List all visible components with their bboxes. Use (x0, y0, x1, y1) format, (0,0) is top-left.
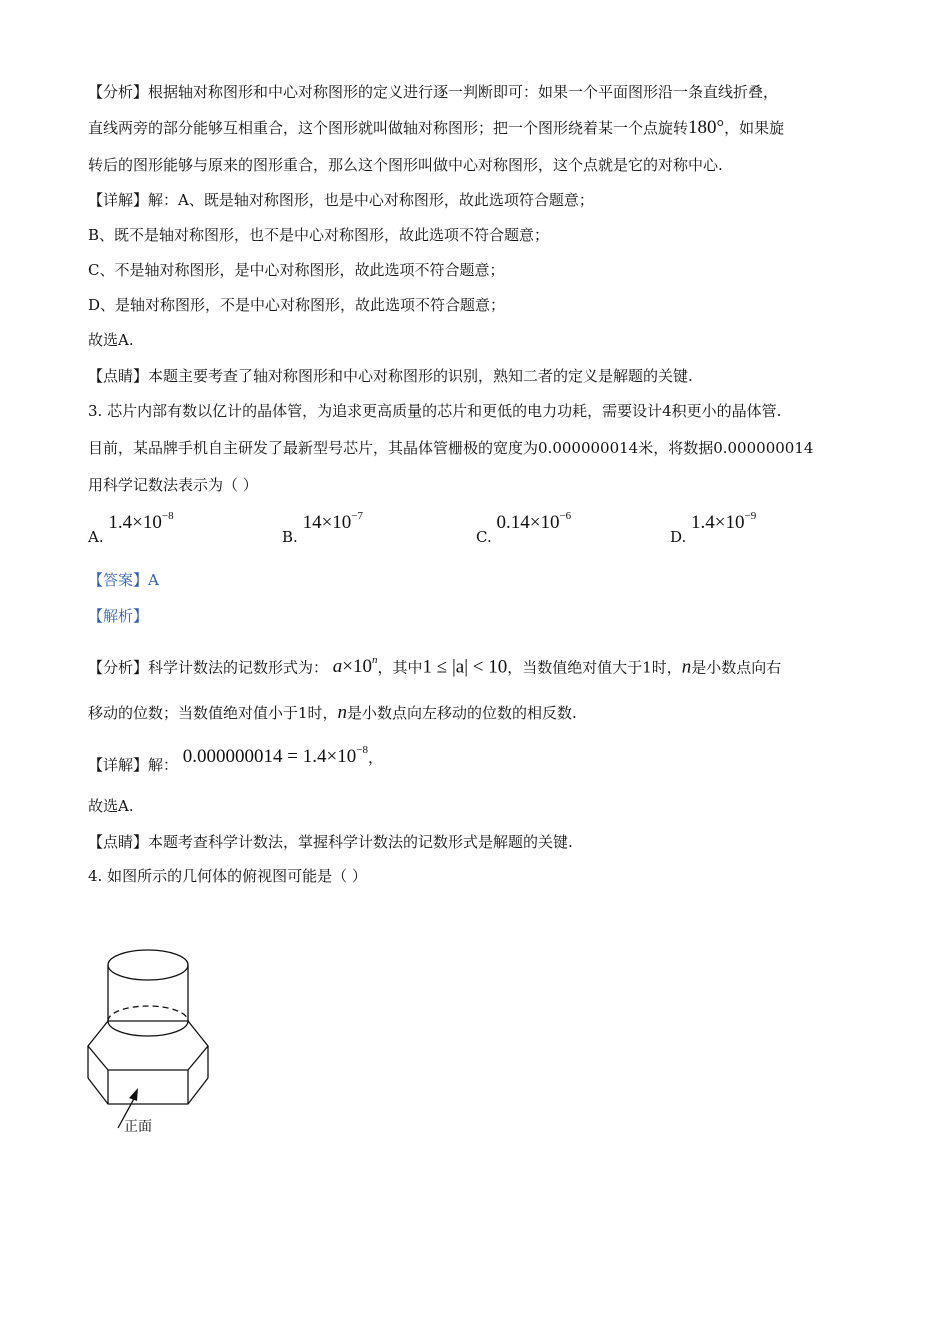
q3-analysis-line-1 (88, 652, 781, 677)
option-letter: C. (476, 528, 492, 547)
q3-stem-2: 目前，某品牌手机自主研发了最新型号芯片，其晶体管栅极的宽度为0.000000014米，将数据0.000000014 (88, 439, 814, 457)
q2-detail-d: D、是轴对称图形，不是中心对称图形，故此选项不符合题意； (88, 296, 506, 314)
hexagon-bottom-edge (88, 1078, 208, 1104)
var-n: n (337, 702, 348, 723)
q3-analysis-after: ，当数值绝对值大于1时， (507, 658, 682, 677)
q2-detail-b: B、既不是轴对称图形，也不是中心对称图形，故此选项不符合题意； (88, 226, 550, 244)
q3-detail-label: 【详解】解： (88, 756, 179, 775)
q3-detail: 【详解】解： $0.000000014 = 1.4\times 10^{-8}$， (88, 744, 383, 775)
q2-comment: 【点睛】本题主要考查了轴对称图形和中心对称图形的识别，熟知二者的定义是解题的关键. (88, 367, 693, 385)
q4-stem: 4. 如图所示的几何体的俯视图可能是（ ） (88, 867, 367, 885)
q3-analysis-mid: ，其中 (377, 658, 423, 677)
geometry-figure (80, 932, 230, 1142)
detail-equation: $0.000000014 = 1.4\times 10^{-8}$ (182, 744, 368, 768)
q2-analysis-line-3: 转后的图形能够与原来的图形重合，那么这个图形叫做中心对称图形，这个点就是它的对称中心. (88, 156, 723, 174)
hexagon-top-face (88, 1021, 208, 1070)
front-arrow-icon (129, 1088, 138, 1101)
front-view-label: 正面 (124, 1119, 152, 1135)
q3-choose: 故选A. (88, 797, 134, 815)
q2-analysis-text: 直线两旁的部分能够互相重合，这个图形就叫做轴对称图形；把一个图形绕着某一个点旋转 (88, 119, 689, 137)
option-letter: B. (282, 528, 298, 547)
sci-notation-form: $a\times 10^n$ (332, 654, 378, 678)
q3-analysis-end: 是小数点向右 (691, 658, 782, 677)
option-c (476, 510, 572, 547)
q3-jiexi: 【解析】 (88, 607, 149, 625)
option-letter: D. (670, 528, 687, 547)
cylinder-hidden-arc (108, 1006, 188, 1021)
q2-analysis-text-end: ，如果旋 (724, 119, 785, 137)
q3-stem-3: 用科学记数法表示为（ ） (88, 476, 258, 494)
q3-comment: 【点睛】本题考查科学计数法，掌握科学计数法的记数形式是解题的关键. (88, 833, 573, 851)
abs-condition: 1 ≤ |a| < 10 (422, 656, 508, 678)
q2-analysis-line-2 (88, 118, 784, 138)
cylinder-base-arc (108, 1021, 188, 1036)
option-value: $1.4\times 10^{-9}$ (691, 510, 757, 534)
option-a (88, 510, 174, 547)
q3-analysis-label: 【分析】科学计数法的记数形式为： (88, 658, 329, 677)
q2-choose: 故选A. (88, 331, 134, 349)
angle-180: 180° (688, 117, 725, 138)
q2-detail-c: C、不是轴对称图形，是中心对称图形，故此选项不符合题意； (88, 261, 505, 279)
option-letter: A. (88, 528, 104, 547)
cylinder-top-ellipse (108, 950, 188, 980)
q2-detail-a: 【详解】解：A、既是轴对称图形，也是中心对称图形，故此选项符合题意； (88, 191, 594, 209)
q2-analysis-line-1: 【分析】根据轴对称图形和中心对称图形的定义进行逐一判断即可：如果一个平面图形沿一条直线折叠， (88, 83, 779, 101)
option-b (282, 510, 364, 547)
option-value: $0.14\times 10^{-6}$ (496, 510, 572, 534)
q3-stem-1: 3. 芯片内部有数以亿计的晶体管，为追求更高质量的芯片和更低的电力功耗，需要设计4积更小的晶体管. (88, 402, 782, 420)
option-value: $14\times 10^{-7}$ (302, 510, 364, 534)
option-value: $1.4\times 10^{-8}$ (108, 510, 174, 534)
q3-analysis-line-2: 移动的位数；当数值绝对值小于1时，n是小数点向左移动的位数的相反数. (88, 702, 577, 723)
option-d (670, 510, 757, 547)
q3-answer: 【答案】A (88, 571, 159, 589)
var-n: n (681, 656, 692, 678)
